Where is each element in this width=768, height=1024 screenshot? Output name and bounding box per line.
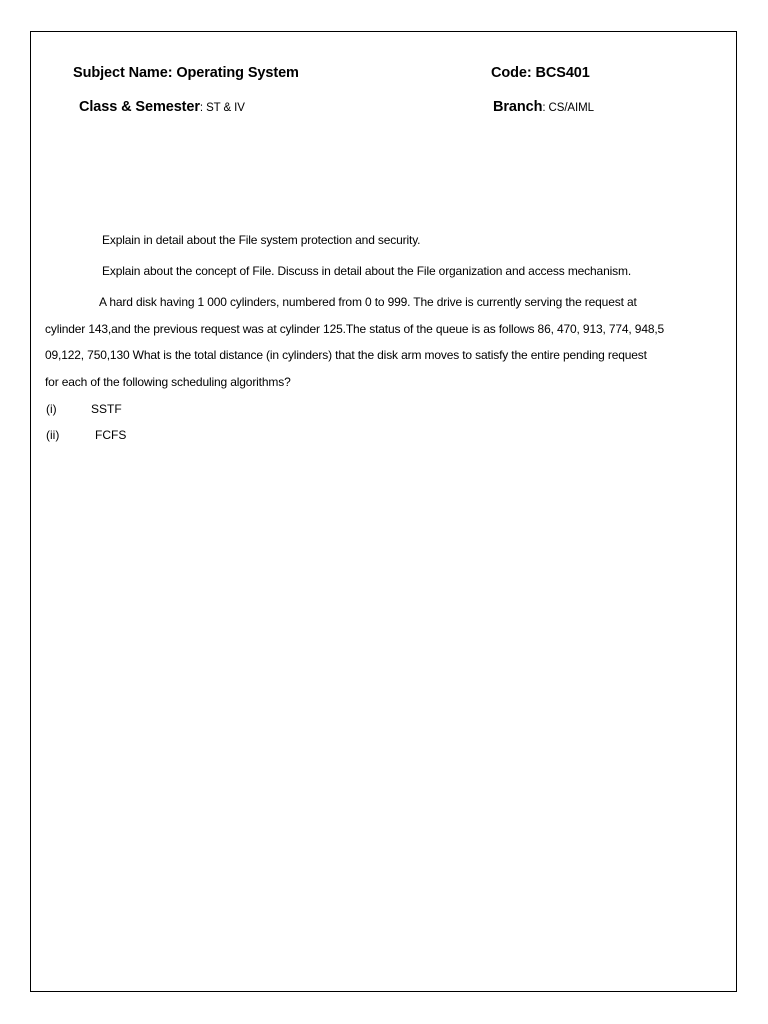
branch-label: Branch: [493, 99, 543, 115]
page-border: [30, 31, 737, 992]
branch: [493, 99, 594, 115]
option-1-number: (i): [46, 402, 57, 416]
class-semester: [79, 99, 245, 115]
question-3-line-4: for each of the following scheduling algorithms?: [45, 375, 291, 389]
question-2: Explain about the concept of File. Discuss in detail about the File organization and access mechanism.: [102, 264, 632, 278]
option-2-text: FCFS: [95, 428, 127, 442]
subject-code: Code: BCS401: [491, 65, 590, 81]
option-2-number: (ii): [46, 428, 60, 442]
question-1: Explain in detail about the File system protection and security.: [102, 233, 421, 247]
question-3-line-3: 09,122, 750,130 What is the total distance (in cylinders) that the disk arm moves to satisfy the entire pending request: [45, 348, 647, 362]
subject-name: Subject Name: Operating System: [73, 65, 299, 81]
question-3-line-2: cylinder 143,and the previous request was at cylinder 125.The status of the queue is as follows 86, 470, 913, 774, 948,5: [45, 322, 665, 336]
class-semester-label: Class & Semester: [79, 99, 200, 115]
branch-value: : CS/AIML: [542, 102, 594, 114]
question-3-line-1: A hard disk having 1 000 cylinders, numbered from 0 to 999. The drive is currently serving the request at: [99, 295, 637, 309]
class-semester-value: : ST & IV: [199, 102, 245, 114]
option-1-text: SSTF: [91, 402, 122, 416]
